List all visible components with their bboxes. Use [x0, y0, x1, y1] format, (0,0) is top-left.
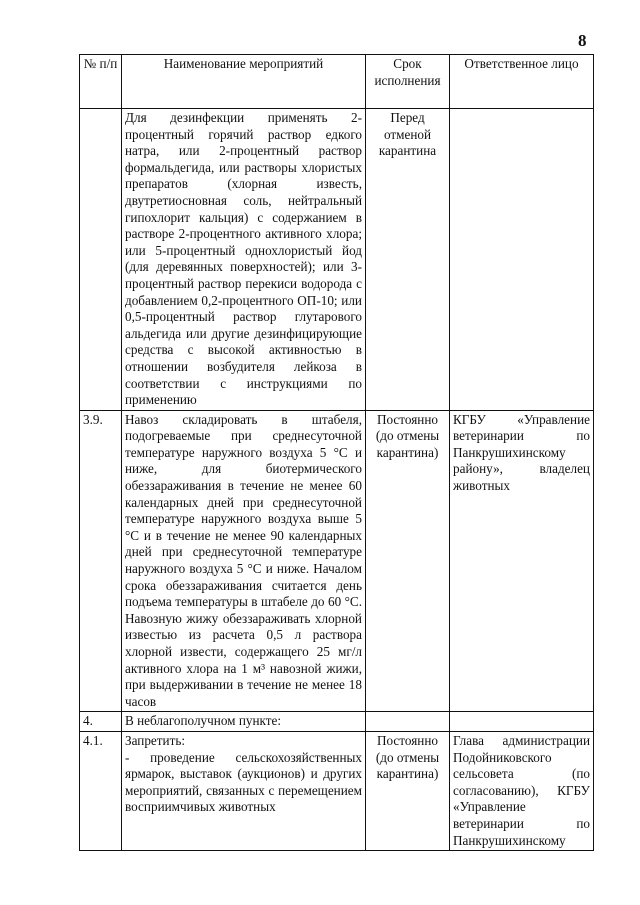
measures-table — [79, 54, 594, 851]
table-row — [80, 731, 594, 850]
header-activity: Наименование мероприятий — [122, 55, 366, 109]
row-term: Постоянно (до отмены карантина) — [366, 731, 450, 850]
row-number: 4.1. — [80, 731, 122, 850]
table-row — [80, 712, 594, 732]
row-activity-text: - проведение сельскохозяйственных ярмарок, выставок (аукционов) и других мероприятий, связанных с перемещением восприимчивых животных — [125, 749, 362, 815]
row-number: 3.9. — [80, 410, 122, 712]
row-responsible — [450, 712, 594, 732]
row-activity: Навоз складировать в штабеля, подогреваемые при среднесуточной температуре наружного воздуха 5 °С и ниже, для биотермического обеззараживания в течение не менее 60 календарных дней при среднесуточной температуре наружного воздуха выше 5 °С и в течение не менее 90 календарных дней при среднесуточной температуре наружного воздуха 5 °С и ниже. Началом срока обеззараживания считается день подъема температуры в штабеле до 60 °С. Навозную жижу обеззараживать хлорной известью из расчета 0,5 л раствора хлорной извести, содержащего 25 мг/л активного хлора на 1 м³ навозной жижи, при выдерживании в течение не менее 18 часов — [122, 410, 366, 712]
header-term: Срок исполнения — [366, 55, 450, 109]
page-number: 8 — [578, 31, 587, 50]
row-activity: В неблагополучном пункте: — [122, 712, 366, 732]
row-activity: Для дезинфекции применять 2-процентный горячий раствор едкого натра, или 2-процентный раствор формальдегида, или растворы хлористых препаратов (хлорная известь, двутретиосновная соль, нейтральный гипохлорит кальция) с содержанием в растворе 2-процентного активного хлора; или 5-процентный однохлористый йод (для деревянных поверхностей); или 3-процентный раствор перекиси водорода с добавлением 0,2-процентного ОП-10; или 0,5-процентный раствор глутарового альдегида или другие дезинфицирующие средства с высокой активностью в отношении возбудителя лейкоза в соответствии с инструкциями по применению — [122, 109, 366, 411]
table-header-row — [80, 55, 594, 109]
row-term: Перед отменой карантина — [366, 109, 450, 411]
table-row — [80, 109, 594, 411]
row-responsible: Глава администрации Подойниковского сельсовета (по согласованию), КГБУ «Управление ветеринарии по Панкрушихинскому — [450, 731, 594, 850]
row-number: 4. — [80, 712, 122, 732]
header-responsible: Ответственное лицо — [450, 55, 594, 109]
row-activity-title: Запретить: — [125, 732, 186, 748]
row-term: Постоянно (до отмены карантина) — [366, 410, 450, 712]
row-responsible: КГБУ «Управление ветеринарии по Панкрушихинскому району», владелец животных — [450, 410, 594, 712]
row-term — [366, 712, 450, 732]
row-number — [80, 109, 122, 411]
row-responsible — [450, 109, 594, 411]
table-row — [80, 410, 594, 712]
row-activity — [122, 731, 366, 850]
header-number: № п/п — [80, 55, 122, 109]
